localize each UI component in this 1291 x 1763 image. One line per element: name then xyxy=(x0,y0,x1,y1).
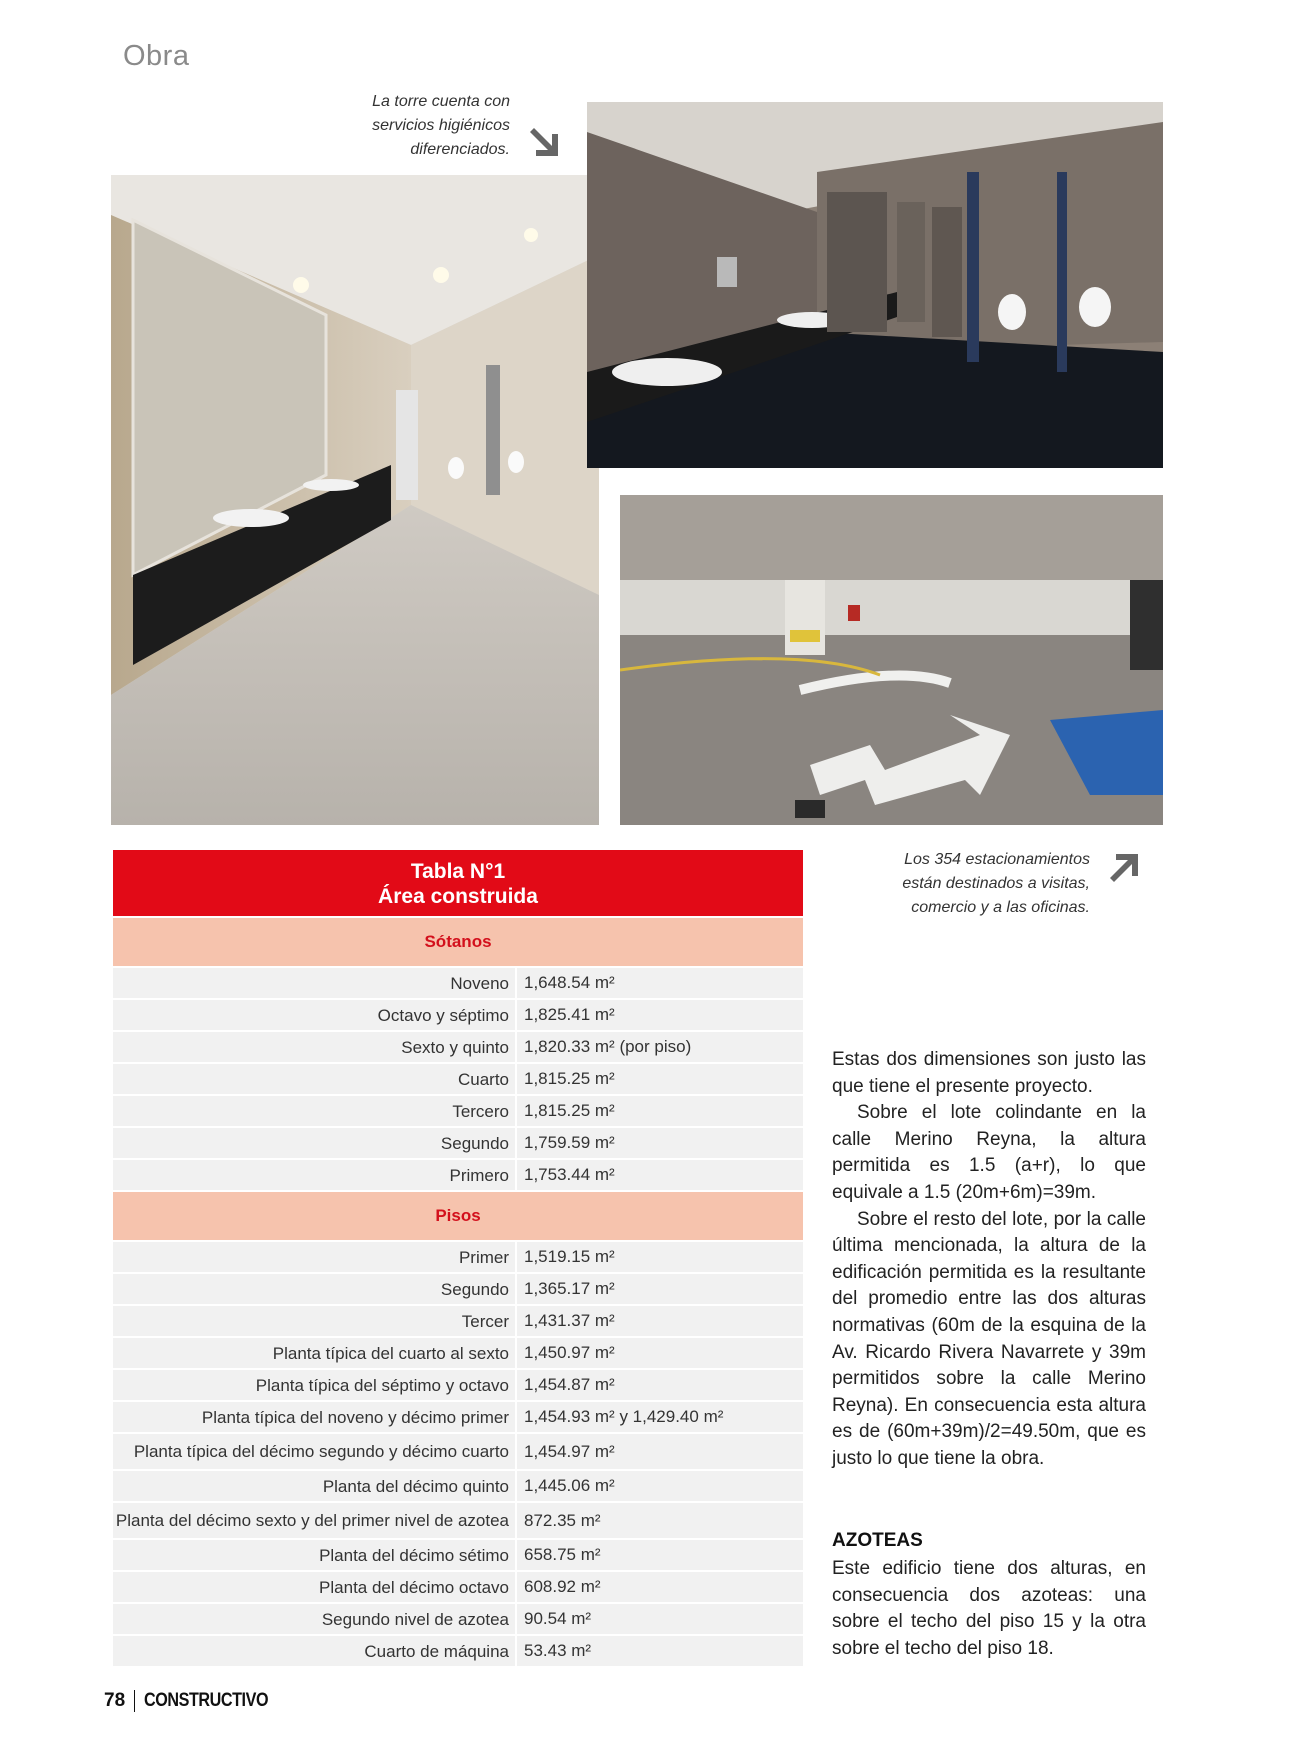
table-row xyxy=(113,1634,803,1666)
paragraph: Sobre el resto del lote, por la calle última mencionada, la altura de la edificación permitida es la resultante del promedio entre las dos alturas normativas (60m de la esquina de la Av. Ricardo Rivera Navarrete y 39m permitidos sobre la calle Merino Reyna). En consecuencia esta altura es de (60m+39m)/2=49.50m, que es justo lo que tiene la obra. xyxy=(832,1208,1146,1469)
table-row xyxy=(113,1538,803,1570)
paragraph: Sobre el lote colindante en la calle Merino Reyna, la altura permitida es 1.5 (a+r), lo que equivale a 1.5 (20m+6m)=39m. xyxy=(832,1102,1146,1203)
table-row xyxy=(113,1126,803,1158)
row-label: Sexto y quinto xyxy=(113,1032,517,1062)
row-value: 1,445.06 m² xyxy=(524,1476,615,1495)
table-row xyxy=(113,998,803,1030)
row-label: Planta típica del cuarto al sexto xyxy=(113,1338,517,1368)
table-row xyxy=(113,1368,803,1400)
row-value: 1,450.97 m² xyxy=(524,1343,615,1362)
table-row xyxy=(113,1240,803,1272)
table-row xyxy=(113,1304,803,1336)
table-row xyxy=(113,1602,803,1634)
photo-restroom-wide xyxy=(111,175,599,825)
row-value: 608.92 m² xyxy=(524,1577,601,1596)
row-value: 1,454.87 m² xyxy=(524,1375,615,1394)
table-title: Tabla N°1 xyxy=(410,860,506,883)
table-row xyxy=(113,1094,803,1126)
group-header-pisos: Pisos xyxy=(113,1190,803,1240)
row-label: Primer xyxy=(113,1242,517,1272)
row-value: 1,454.97 m² xyxy=(524,1441,615,1461)
row-value: 1,820.33 m² (por piso) xyxy=(524,1037,692,1056)
table-row xyxy=(113,1030,803,1062)
row-value: 658.75 m² xyxy=(524,1545,601,1564)
row-value: 872.35 m² xyxy=(524,1510,601,1530)
row-label: Planta del décimo sexto y del primer nivel de azotea xyxy=(113,1503,517,1538)
row-value: 1,365.17 m² xyxy=(524,1279,615,1298)
row-value: 1,815.25 m² xyxy=(524,1101,615,1120)
photo-restroom-stalls xyxy=(587,102,1163,468)
table-row xyxy=(113,1469,803,1501)
section-heading: AZOTEAS xyxy=(832,1530,923,1551)
caption-restrooms: La torre cuenta con servicios higiénicos diferenciados. xyxy=(372,93,510,158)
row-label: Primero xyxy=(113,1160,517,1190)
row-value: 1,753.44 m² xyxy=(524,1165,615,1184)
arrow-down-right-icon xyxy=(526,124,562,160)
row-label: Planta del décimo sétimo xyxy=(113,1540,517,1570)
row-label: Segundo xyxy=(113,1128,517,1158)
paragraph: Estas dos dimensiones son justo las que tiene el presente proyecto. xyxy=(832,1049,1146,1097)
row-label: Planta típica del décimo segundo y décimo cuarto xyxy=(113,1434,517,1469)
photo-parking xyxy=(620,495,1163,825)
row-label: Planta típica del séptimo y octavo xyxy=(113,1370,517,1400)
row-label: Cuarto xyxy=(113,1064,517,1094)
row-label: Planta del décimo octavo xyxy=(113,1572,517,1602)
area-table xyxy=(113,850,803,1666)
table-subtitle: Área construida xyxy=(378,885,538,908)
row-label: Tercero xyxy=(113,1096,517,1126)
arrow-up-right-icon xyxy=(1106,850,1142,886)
row-value: 90.54 m² xyxy=(524,1609,592,1628)
table-row xyxy=(113,1432,803,1469)
row-value: 1,825.41 m² xyxy=(524,1005,615,1024)
row-label: Segundo nivel de azotea xyxy=(113,1604,517,1634)
table-row xyxy=(113,1501,803,1538)
paragraph: Este edificio tiene dos alturas, en consecuencia dos azoteas: una sobre el techo del piso 15 y la otra sobre el techo del piso 18. xyxy=(832,1558,1146,1659)
table-row xyxy=(113,1336,803,1368)
row-label: Segundo xyxy=(113,1274,517,1304)
table-row xyxy=(113,1272,803,1304)
section-label: Obra xyxy=(123,40,190,72)
row-label: Tercer xyxy=(113,1306,517,1336)
row-value: 1,815.25 m² xyxy=(524,1069,615,1088)
table-row xyxy=(113,1062,803,1094)
row-label: Planta típica del noveno y décimo primer xyxy=(113,1402,517,1432)
row-label: Planta del décimo quinto xyxy=(113,1471,517,1501)
row-value: 1,519.15 m² xyxy=(524,1247,615,1266)
row-value: 1,648.54 m² xyxy=(524,973,615,992)
group-header-sotanos: Sótanos xyxy=(113,916,803,966)
magazine-brand: CONSTRUCTIVO xyxy=(144,1690,269,1711)
row-label: Noveno xyxy=(113,968,517,998)
row-value: 53.43 m² xyxy=(524,1641,592,1660)
row-label: Cuarto de máquina xyxy=(113,1636,517,1666)
footer-divider xyxy=(134,1690,135,1712)
row-value: 1,431.37 m² xyxy=(524,1311,615,1330)
page-footer xyxy=(104,1690,290,1712)
table-row xyxy=(113,1400,803,1432)
table-row xyxy=(113,966,803,998)
table-header xyxy=(113,850,803,916)
row-value: 1,454.93 m² y 1,429.40 m² xyxy=(524,1407,724,1426)
page-number: 78 xyxy=(104,1690,126,1711)
table-row xyxy=(113,1158,803,1190)
row-label: Octavo y séptimo xyxy=(113,1000,517,1030)
caption-parking: Los 354 estacionamientos están destinados a visitas, comercio y a las oficinas. xyxy=(902,851,1090,916)
article-body-azoteas xyxy=(832,1556,1146,1662)
row-value: 1,759.59 m² xyxy=(524,1133,615,1152)
article-body xyxy=(832,1047,1146,1473)
table-row xyxy=(113,1570,803,1602)
